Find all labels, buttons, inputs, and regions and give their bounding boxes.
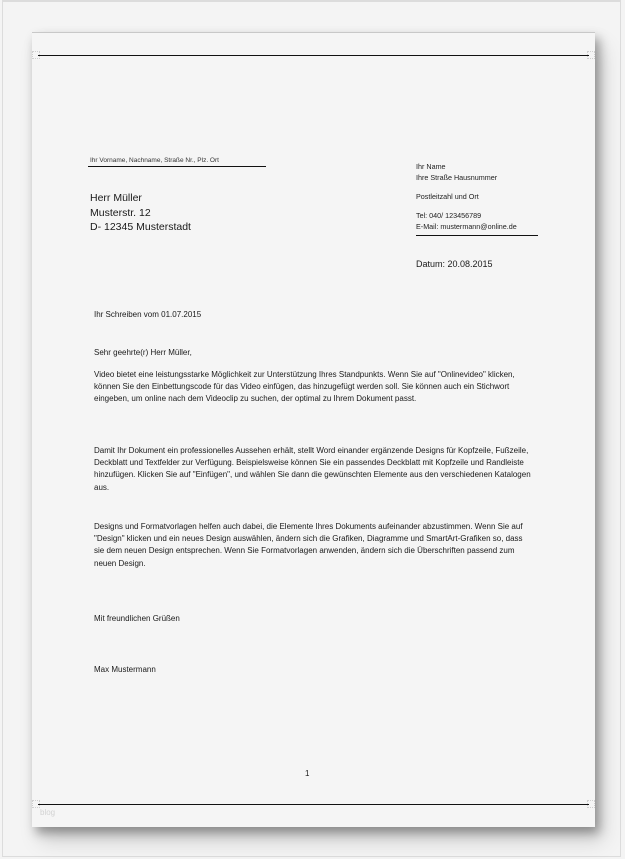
margin-marker-icon bbox=[32, 800, 40, 808]
sender-info-block bbox=[416, 161, 517, 232]
recipient-address bbox=[90, 191, 191, 235]
watermark: blog bbox=[40, 808, 56, 817]
closing: Mit freundlichen Grüßen bbox=[94, 614, 180, 623]
salutation: Sehr geehrte(r) Herr Müller, bbox=[94, 348, 192, 357]
sender-return-underline bbox=[88, 166, 266, 167]
sender-name: Ihr Name bbox=[416, 162, 446, 171]
paragraph-text: Video bietet eine leistungsstarke Möglichkeit zur Unterstützung Ihres Standpunkts. Wenn Sie auf "Onlinevideo" klicken, können Sie den Einbettungscode für das Video einfügen, das hinzugefügt werden soll. Sie können auch ein Stichwort eingeben, um online nach dem Videoclip zu suchen, der optimal zu Ihrem Dokument passt. bbox=[94, 370, 515, 404]
sender-return-line: Ihr Vorname, Nachname, Straße Nr., Plz. Ort bbox=[90, 157, 219, 164]
sender-postal-city: Postleitzahl und Ort bbox=[416, 192, 479, 201]
reference-line: Ihr Schreiben vom 01.07.2015 bbox=[94, 310, 202, 319]
margin-marker-icon bbox=[32, 51, 40, 59]
margin-marker-icon bbox=[587, 800, 595, 808]
header-rule bbox=[38, 55, 589, 56]
sender-phone: Tel: 040/ 123456789 bbox=[416, 211, 482, 220]
paragraph-text: Damit Ihr Dokument ein professionelles Aussehen erhält, stellt Word einander ergänzende Designs für Kopfzeile, Fußzeile, Deckblatt und Textfelder zur Verfügung. Beispielsweise können Sie ein passendes Deckblatt mit Kopfzeile und Randleiste hinzufügen. Klicken Sie auf "Einfügen", und wählen Sie dann die gewünschten Elemente aus den verschiedenen Katalogen aus. bbox=[94, 446, 531, 492]
letter-date: Datum: 20.08.2015 bbox=[416, 259, 493, 269]
body-paragraph-2 bbox=[94, 445, 534, 494]
paragraph-text: Designs und Formatvorlagen helfen auch dabei, die Elemente Ihres Dokuments aufeinander abzustimmen. Wenn Sie auf "Design" klicken und ein neues Design auswählen, ändern sich die Grafiken, Diagramme und SmartArt-Grafiken so, dass sie dem neuen Design entsprechen. Wenn Sie Formatvorlagen anwenden, ändern sich die Überschriften passend zum neuen Design. bbox=[94, 522, 523, 568]
footer-rule bbox=[38, 804, 589, 805]
recipient-street: Musterstr. 12 bbox=[90, 206, 151, 219]
margin-marker-icon bbox=[587, 51, 595, 59]
signature: Max Mustermann bbox=[94, 665, 156, 674]
sender-street: Ihre Straße Hausnummer bbox=[416, 173, 498, 182]
page-number: 1 bbox=[305, 769, 310, 778]
body-paragraph-3 bbox=[94, 521, 534, 570]
recipient-name: Herr Müller bbox=[90, 192, 142, 204]
body-paragraph-1 bbox=[94, 369, 534, 406]
sender-info-underline bbox=[416, 235, 538, 236]
letter-page bbox=[32, 32, 595, 827]
recipient-city: D- 12345 Musterstadt bbox=[90, 221, 191, 233]
sender-email: E-Mail: mustermann@online.de bbox=[416, 222, 517, 231]
